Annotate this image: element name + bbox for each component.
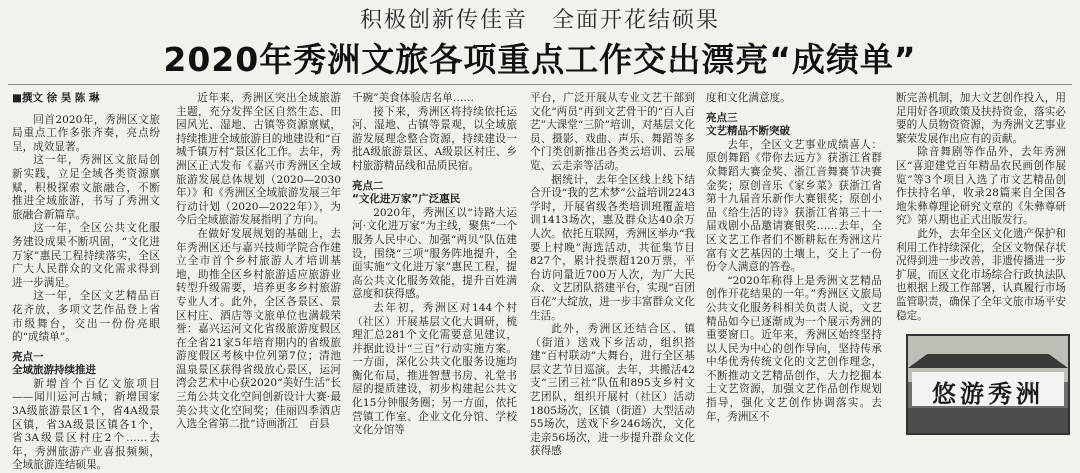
paragraph: 2020年，秀洲区以“诗路大运河·文化进万家”为主线，聚焦“一个服务人民中心、加强“两贝”队伍建设，围绕“三项”服务阵地提升，全面实施“文化进万家”惠民工程，提高公共文化服务效能，提升百姓满意度和获得感。 [352, 206, 517, 301]
paragraph: 这一年，全区公共文化服务建设成果不断巩固，“文化进万家”惠民工程持续落实，全区广大人民群众的文化需求得到进一步满足。 [12, 222, 160, 289]
paragraph: 千碗”美食体验店名单…… [352, 92, 474, 104]
logo-roof-icon [908, 354, 1068, 368]
column-4 [530, 92, 695, 458]
paragraph: 除音舞剧等作品外，去年秀洲区“喜迎建党百年精品农民画创作展览”等3个项目入选了市文艺精品创作扶持名单，收录28篇来自全国各地朱彝尊理论研究文章的《朱彝尊研究》第八期也正式出版发行。 [896, 146, 1066, 227]
section-label-3: 亮点三 [706, 111, 738, 124]
section-label-1: 亮点一 [12, 350, 44, 363]
section-title-1: 全域旅游持续推进 [12, 364, 96, 377]
paragraph: 回首2020年，秀洲区文旅局重点工作多张齐奏，亮点纷呈，成效显著。 [12, 113, 160, 153]
paragraph: “2020年称得上是秀洲文艺精品创作开花结果的一年。”秀洲区文旅局公共文化服务科相关负责人说，文艺精品如今已逐渐成为一个展示秀洲的重要窗口。近年来，秀洲区始终坚持以人民为中心的创作导向，坚持传承中华优秀传统文化的文艺创作理念，不断推动文艺精品创作，大力挖掘本土文艺资源，加强文艺作品创作规划指导，强化文艺创作协调落实。去年，秀洲区不 [706, 274, 882, 423]
column-5 [706, 92, 882, 437]
section-label-2: 亮点二 [352, 179, 384, 192]
column-2 [176, 92, 341, 437]
paragraph: 此外，去年全区文化遗产保护和利用工作持续深化，全区文物保存状况得到进一步改善，非遗传播进一步扩展，而区文化市场综合行政执法队也根据上级工作部署，认真履行市场监管职责，确保了全年文旅市场平安稳定。 [896, 227, 1066, 322]
paragraph: 近年来，秀洲区突出全域旅游主题，充分发挥全区自然生态、田园风光、湿地、古镇等资源禀赋，持续推进全域旅游目的地建设和“百城千镇万村”景区化工作。去年，秀洲区正式发布《嘉兴市秀洲区全域旅游发展总体规划（2020—2030年）》和《秀洲区全域旅游发展三年行动计划（2020—2022年）》，为今后全域旅游发展指明了方向。 [176, 92, 341, 227]
paragraph: 平台，广泛开展从专业文艺干部到文化“两员”再到文艺骨干的“百人百艺”大课堂“三阶”培训，对基层文化员、摄影、戏曲、声乐、舞蹈等多个门类创新推出各类云培训、云展览、云走亲等活动。 [530, 92, 695, 172]
column-3 [352, 92, 517, 437]
paragraph: 断完善机制，加大文艺创作投入，用足用好各项政策及扶持资金，落实必要的人员物资资源，为秀洲文艺事业繁荣发展作出应有的贡献。 [896, 92, 1066, 145]
byline: ■撰文 徐 昊 陈 琳 [12, 92, 100, 104]
paragraph: 据统计，去年全区线上线下结合开设“我的艺术梦”公益培训2243学时，开展省级各类培训班覆盖培训1413场次，惠及群众达40余万人次。依托互联网，秀洲区举办“我要上村晚”海选活动，共征集节目827个，累计投票超120万票，平台访问量近700万人次，为广大民众、文艺团队搭建平台，实现“百团百花”大绽放，进一步丰富群众文化生活。 [530, 173, 695, 322]
paragraph: 新增首个百亿文旅项目——闻川运河古城；新增国家3A级旅游景区1个，省4A级景区镇，省3A级景区镇各1个，省3A级景区村庄2个……去年，秀洲旅游产业喜报频频，全域旅游连结硕果。 [12, 377, 160, 472]
paragraph: 去年初，秀洲区对144个村（社区）开展基层文化大调研，梳理汇总281个文化需要意见建议，并据此设计“三百”行动实施方案。一方面，深化公共文化服务设施均衡化布局，推进智慧书房、礼堂书屋的提质建设，初步构建起公共文化15分钟服务圈；另一方面，依托营镇工作室、企业文化分馆、学校文化分馆等 [352, 301, 517, 437]
paragraph: 在做好发展规划的基础上，去年秀洲区还与嘉兴技师学院合作建立全市首个乡村旅游人才培训基地，助推全区乡村旅游适应旅游业转型升级需要，培养更多乡村旅游专业人才。此外，全区各景区、景区村庄、酒店等文旅单位也满载荣誉：嘉兴运河文化省级旅游度假区在全省21家5年培育期内的省级旅游度假区考核中位列第7位；清池温泉景区获得省级放心景区，运河湾会艺术中心获2020“美好生活”长三角公共文化空间创新设计大赛·最美公共文化空间奖；佳丽四季酒店入选全省第二批“诗画浙江 百县 [176, 227, 341, 431]
kicker-title: 积极创新传佳音 全面开花结硕果 [359, 8, 720, 33]
paragraph: 去年，全区文艺事业成绩喜人：原创舞蹈《带你去远方》获浙江省群众舞蹈大赛金奖、浙江音舞赛节决赛金奖；原创音乐《家乡菜》获浙江省第十九届音乐新作大赛银奖；原创小品《给生活的诗》获浙江省第三十一届戏剧小品邀请赛银奖……去年，全区文艺工作者们不断耕耘在秀洲这片富有文艺基因的土壤上，交上了一份份令人满意的答卷。 [706, 138, 882, 274]
paragraph: 这一年，全区文艺精品百花齐放，多项文艺作品登上省市级舞台，交出一份份亮眼的“成绩单”。 [12, 290, 160, 344]
paragraph: 此外，秀洲区还结合区、镇（街道）送戏下乡活动，组织搭建“百村联动”大舞台，进行全区基层文艺节目巡演。去年，共搬活42支“三团三社”队伍和895支乡村文艺团队，组织开展村（社区）活动1805场次，区镇（街道）大型活动55场次，送戏下乡246场次，文化走亲56场次，进一步提升群众文化获得感 [530, 323, 695, 458]
section-title-3: 文艺精品不断突破 [706, 125, 790, 138]
paragraph: 这一年，秀洲区文旅局创新实践，立足全域各类资源禀赋，积极探索文旅融合，不断推进全域旅游，书写了秀洲文旅融合新篇章。 [12, 154, 160, 221]
logo-text: 悠游秀洲 [932, 379, 1044, 408]
column-6 [896, 92, 1066, 324]
headline: 2020年秀洲文旅各项重点工作交出漂亮“成绩单” [163, 40, 917, 79]
section-title-2: “文化进万家”广泛惠民 [352, 193, 461, 206]
paragraph: 度和文化满意度。 [706, 92, 791, 104]
paragraph: 接下来，秀洲区将持续依托运河、湿地、古镇等景观，以全域旅游发展理念整合资源，持续建设一批A级旅游景区、A级景区村庄、乡村旅游精品线和品质民宿。 [352, 105, 517, 172]
logo-ground [908, 408, 1068, 433]
header-divider [8, 84, 1072, 85]
column-logo-image [906, 334, 1070, 435]
column-1 [12, 92, 160, 472]
